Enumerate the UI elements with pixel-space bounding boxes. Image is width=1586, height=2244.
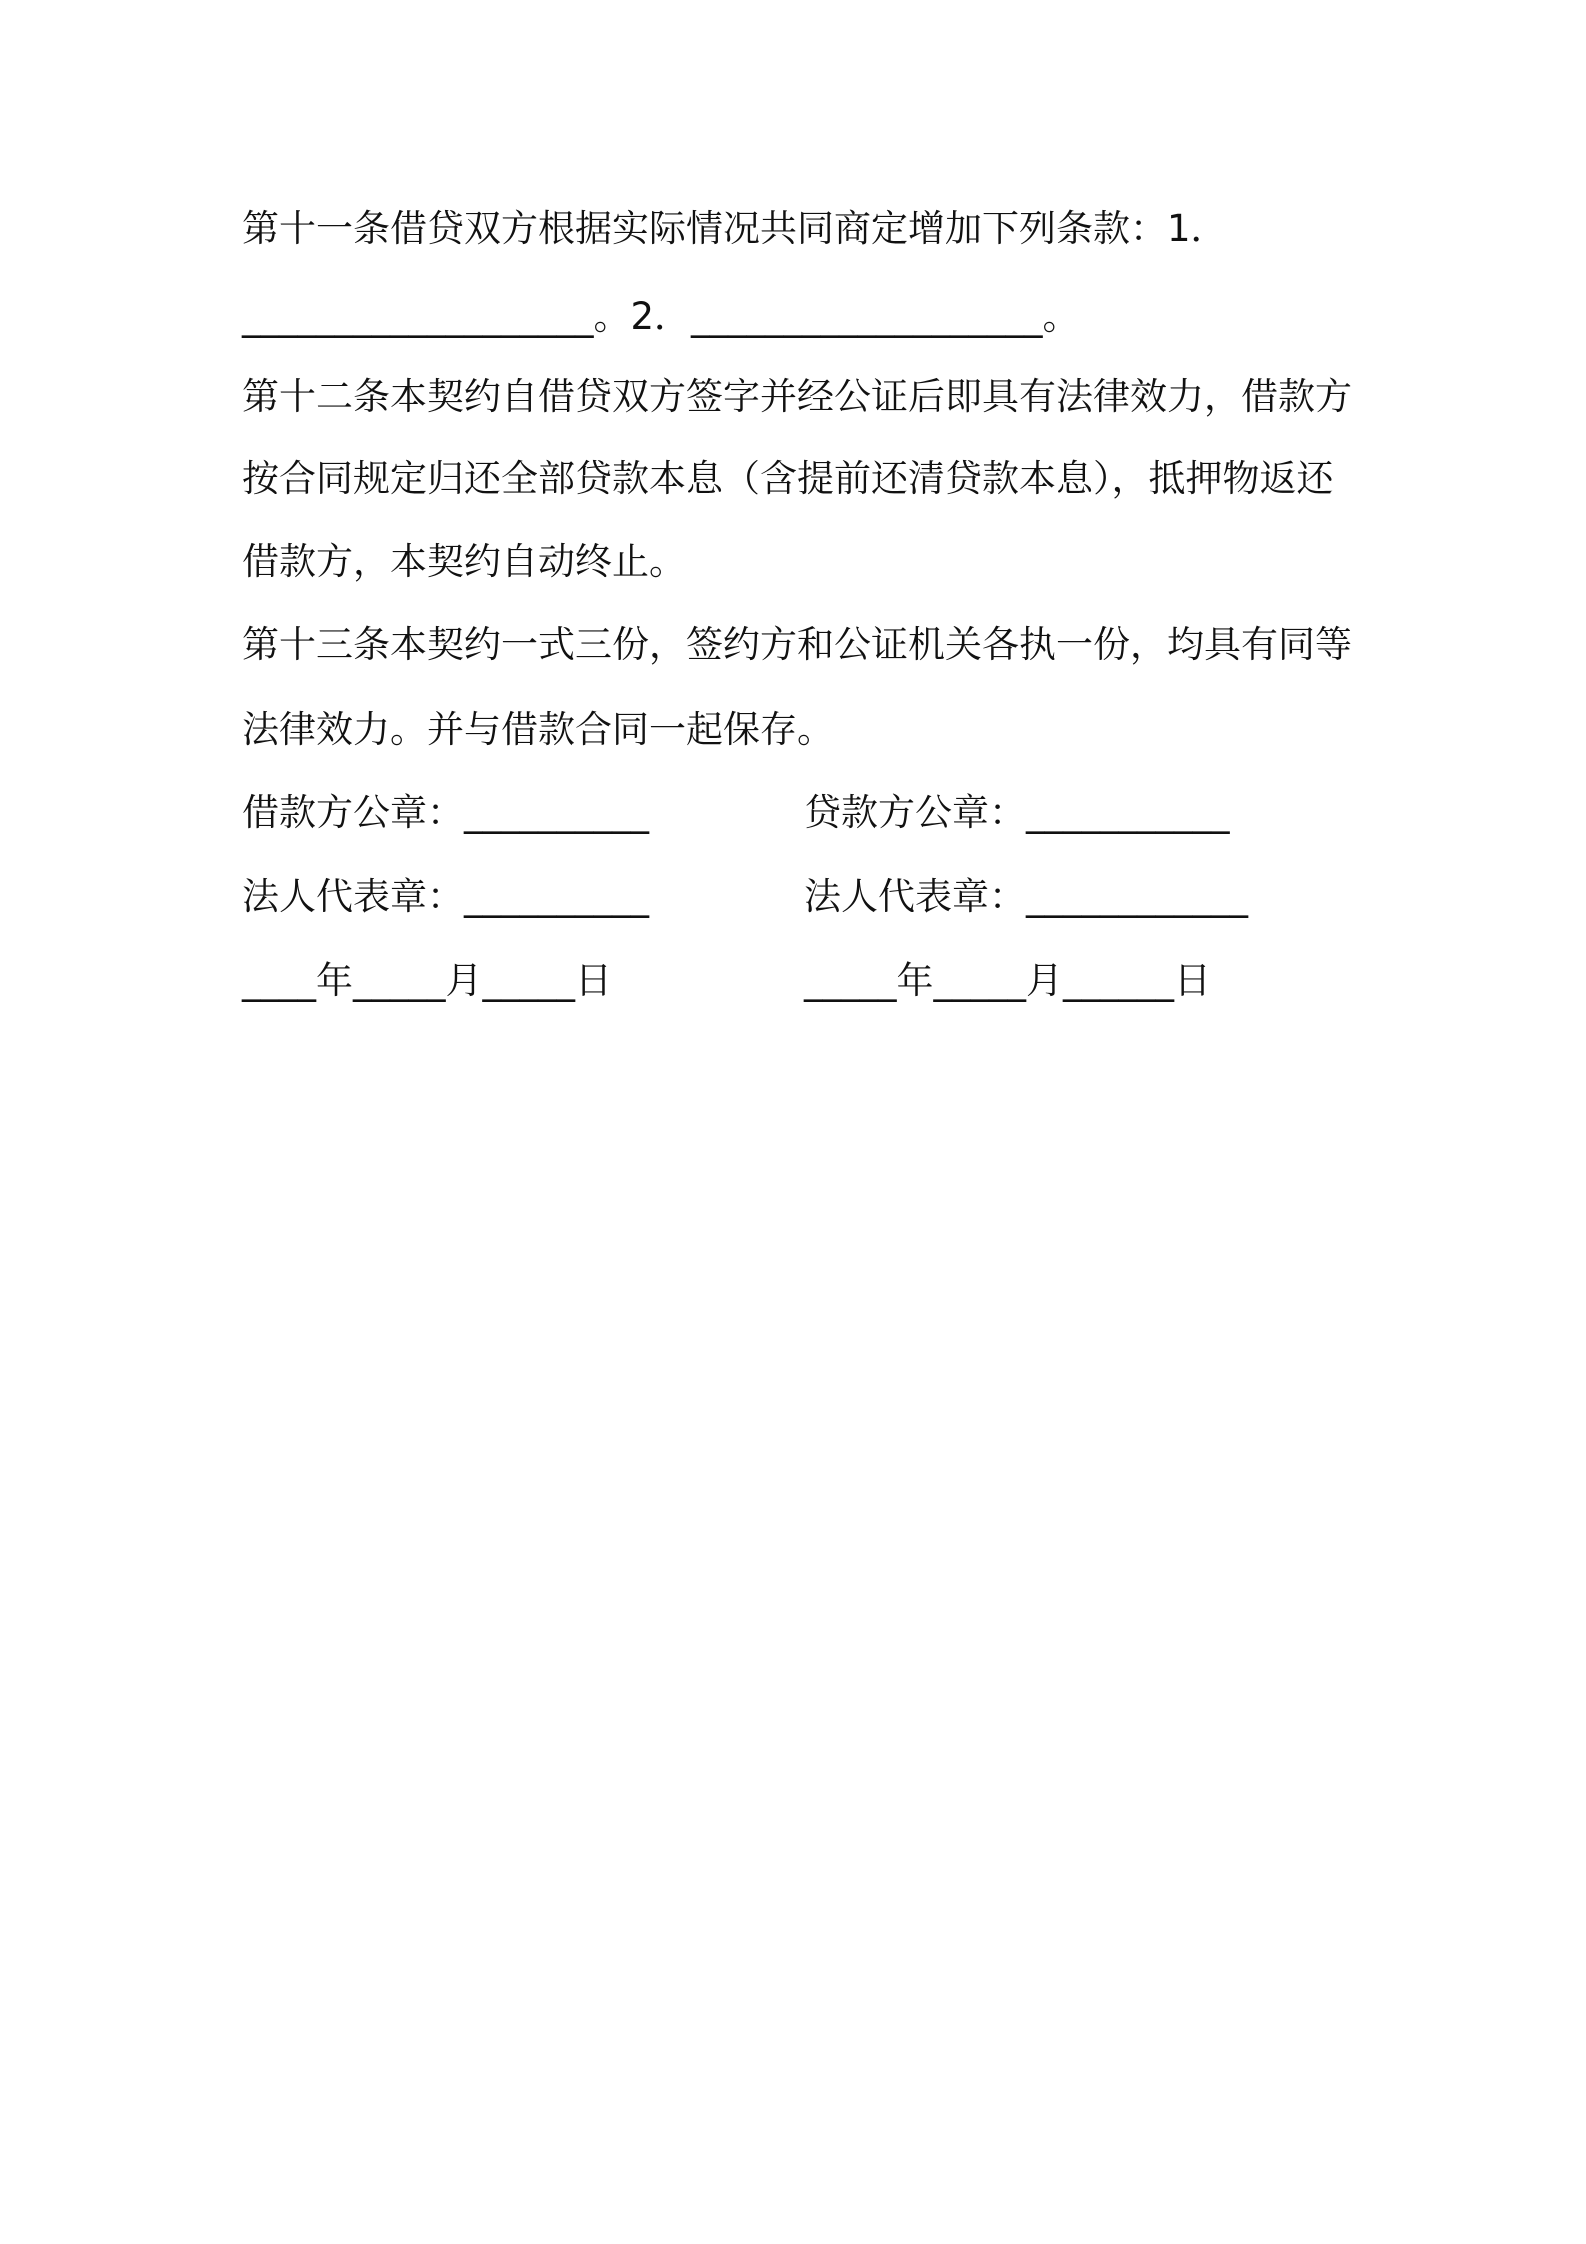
article-12-line-2: 按合同规定归还全部贷款本息（含提前还清贷款本息），抵押物返还 xyxy=(242,457,1334,500)
lender-rep-field: 法人代表章：____________ xyxy=(804,875,1248,918)
article-11-line-2: ___________________。2．___________________。 xyxy=(242,295,1080,338)
lender-date-field: _____年_____月______日 xyxy=(804,959,1211,1002)
borrower-rep-field: 法人代表章：__________ xyxy=(242,875,649,918)
article-13-line-2: 法律效力。并与借款合同一起保存。 xyxy=(242,708,834,751)
article-11-line-1: 第十一条借贷双方根据实际情况共同商定增加下列条款：1． xyxy=(242,207,1228,250)
article-12-line-3: 借款方，本契约自动终止。 xyxy=(242,540,686,583)
borrower-date-field: ____年_____月_____日 xyxy=(242,959,612,1002)
article-12-line-1: 第十二条本契约自借贷双方签字并经公证后即具有法律效力，借款方 xyxy=(242,375,1352,418)
article-13-line-1: 第十三条本契约一式三份，签约方和公证机关各执一份，均具有同等 xyxy=(242,623,1352,666)
lender-seal-field: 贷款方公章：___________ xyxy=(804,791,1230,834)
borrower-seal-field: 借款方公章：__________ xyxy=(242,791,649,834)
